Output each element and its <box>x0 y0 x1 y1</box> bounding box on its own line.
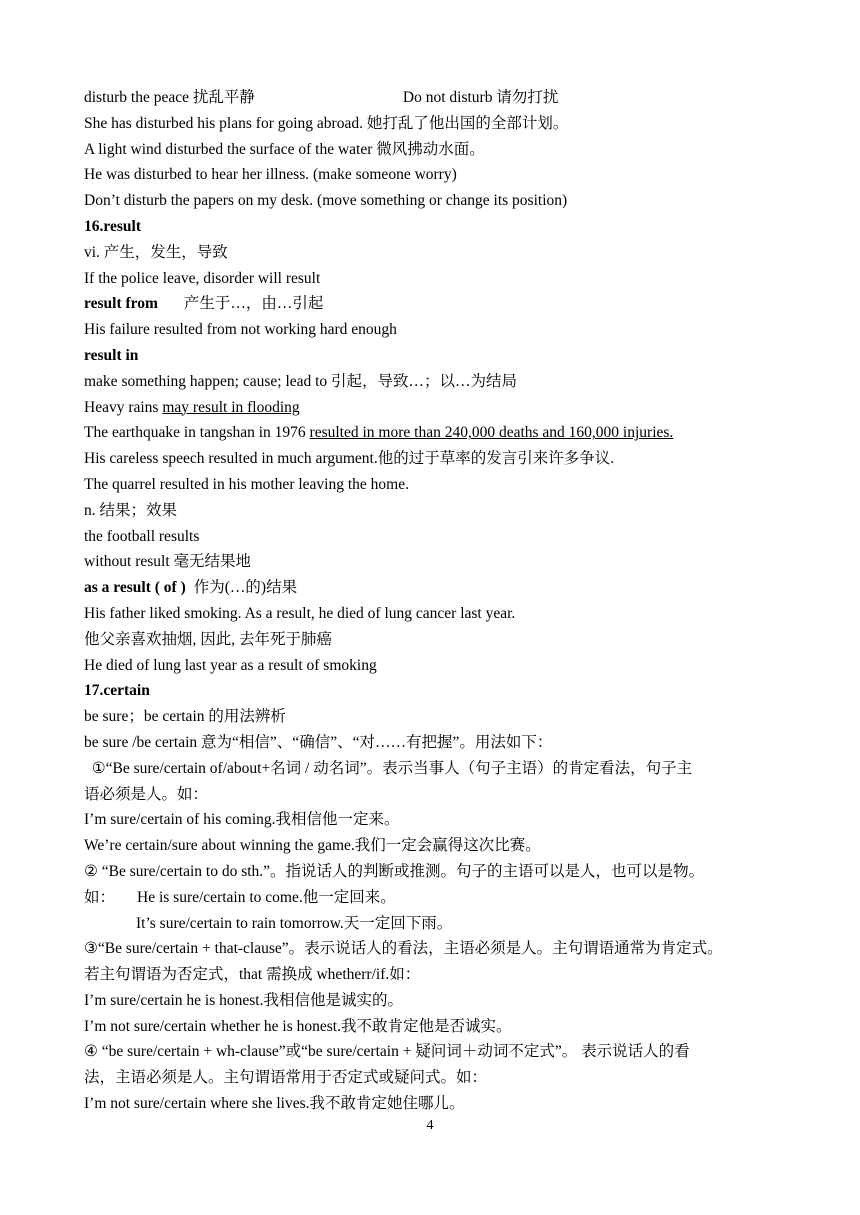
text-line: She has disturbed his plans for going abroad. 她打乱了他出国的全部计划。 <box>84 114 569 132</box>
text-span: The earthquake in tangshan in 1976 <box>84 424 310 442</box>
phrase-disturb-the-peace: disturb the peace 扰乱平静 <box>84 89 255 106</box>
text-span: Heavy rains <box>84 398 163 416</box>
phrase-meaning: 作为(…的)结果 <box>193 579 298 597</box>
text-line: without result 毫无结果地 <box>84 553 252 571</box>
text-line: We’re certain/sure about winning the game.我们一定会赢得这次比赛。 <box>84 837 541 855</box>
text-line: n. 结果；效果 <box>84 501 178 519</box>
text-span: He is sure/certain to come.他一定回来。 <box>137 888 396 906</box>
section-heading-certain: 17.certain <box>84 682 150 700</box>
text-line: His careless speech resulted in much argument.他的过于草率的发言引来许多争议. <box>84 450 615 468</box>
section-heading-result: 16.result <box>84 217 141 235</box>
text-line: 他父亲喜欢抽烟, 因此, 去年死于肺癌 <box>84 630 333 648</box>
text-line: make something happen; cause; lead to 引起，导致…；以…为结局 <box>84 372 518 390</box>
text-line <box>84 885 784 911</box>
text-line: ①“Be sure/certain of/about+名词 / 动名词”。表示当事人（句子主语）的肯定看法，句子主 <box>84 759 693 777</box>
text-line: He died of lung last year as a result of smoking <box>84 656 377 674</box>
phrase-heading: as a result ( of ) <box>84 579 186 597</box>
document-body <box>84 85 784 1117</box>
text-line: ④ “be sure/certain + wh-clause”或“be sure/certain + 疑问词＋动词不定式”。 表示说话人的看 <box>84 1043 690 1061</box>
text-line: ② “Be sure/certain to do sth.”。指说话人的判断或推测。句子的主语可以是人，也可以是物。 <box>84 862 705 880</box>
underlined-text: resulted in more than 240,000 deaths and 160,000 injuries. <box>309 424 674 442</box>
text-line: It’s sure/certain to rain tomorrow.天一定回下雨。 <box>136 914 453 932</box>
text-line: If the police leave, disorder will result <box>84 269 321 287</box>
text-line: 法，主语必须是人。主句谓语常用于否定式或疑问式。如： <box>84 1069 488 1087</box>
text-line: be sure；be certain 的用法辨析 <box>84 708 286 726</box>
text-line: 若主句谓语为否定式，that 需换成 whetherr/if.如： <box>84 966 421 984</box>
text-line: ③“Be sure/certain + that-clause”。表示说话人的看法，主语必须是人。主句谓语通常为肯定式。 <box>84 940 723 958</box>
text-line: I’m sure/certain he is honest.我相信他是诚实的。 <box>84 991 403 1009</box>
phrase-heading: result in <box>84 346 139 364</box>
text-line <box>84 291 784 317</box>
text-line: His failure resulted from not working hard enough <box>84 321 397 339</box>
text-line: A light wind disturbed the surface of the water 微风拂动水面。 <box>84 140 485 158</box>
text-line: be sure /be certain 意为“相信”、“确信”、“对……有把握”。用法如下： <box>84 733 553 751</box>
phrase-do-not-disturb: Do not disturb 请勿打扰 <box>402 89 559 106</box>
text-line: Don’t disturb the papers on my desk. (move something or change its position) <box>84 192 568 210</box>
text-line: He was disturbed to hear her illness. (make someone worry) <box>84 166 457 184</box>
text-line: I’m sure/certain of his coming.我相信他一定来。 <box>84 811 400 829</box>
text-line: His father liked smoking. As a result, he died of lung cancer last year. <box>84 604 516 622</box>
text-line: vi. 产生，发生，导致 <box>84 243 228 261</box>
text-line <box>84 395 784 421</box>
text-line: I’m not sure/certain whether he is honest.我不敢肯定他是否诚实。 <box>84 1017 512 1035</box>
text-line <box>84 575 784 601</box>
underlined-text: may result in flooding <box>162 398 300 416</box>
text-line <box>84 85 784 111</box>
phrase-meaning: 产生于…，由…引起 <box>183 295 324 313</box>
text-line <box>84 420 784 446</box>
page-number: 4 <box>426 1118 434 1133</box>
text-line: I’m not sure/certain where she lives.我不敢肯定她住哪儿。 <box>84 1095 465 1113</box>
text-span: 如： <box>84 888 116 906</box>
text-line: The quarrel resulted in his mother leaving the home. <box>84 475 409 493</box>
text-line: 语必须是人。如： <box>84 785 209 803</box>
phrase-heading: result from <box>84 295 158 313</box>
text-line: the football results <box>84 527 200 545</box>
